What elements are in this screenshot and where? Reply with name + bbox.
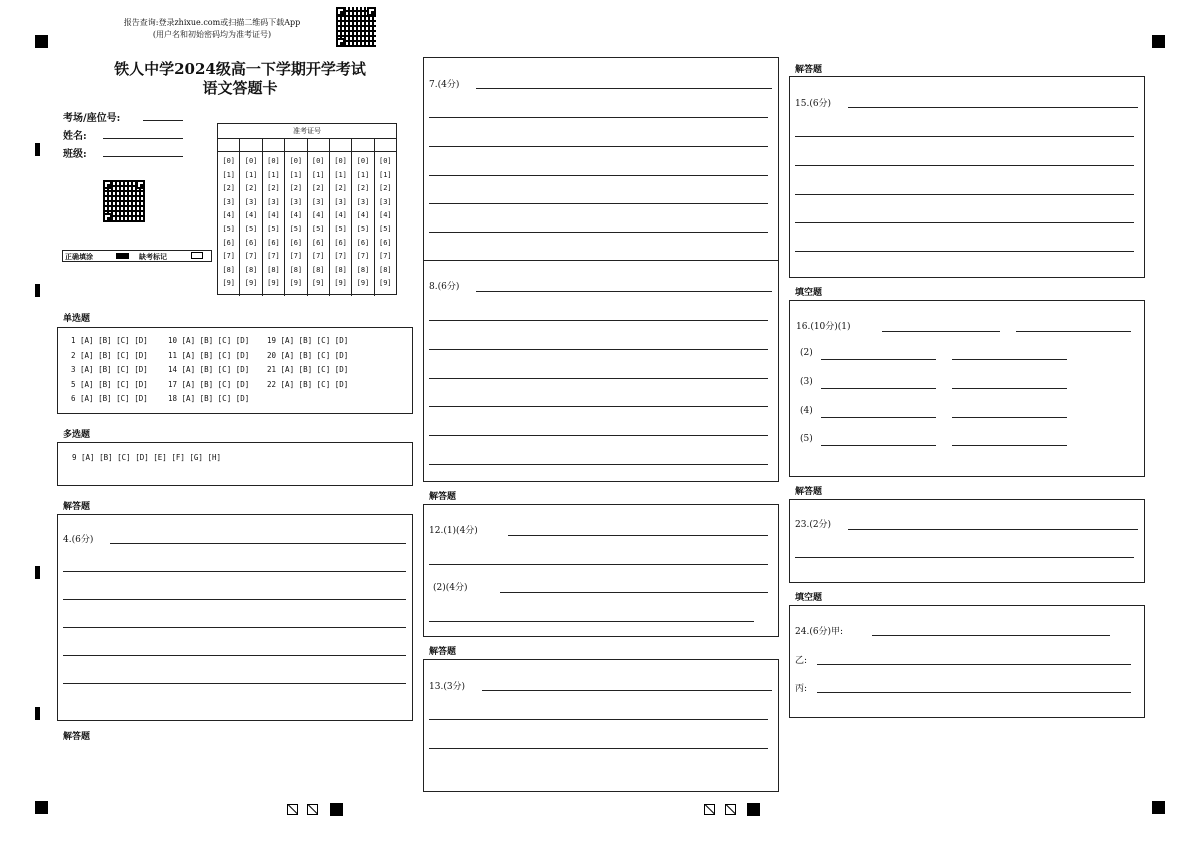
q7-label: 7.(4分) xyxy=(429,80,460,90)
multi-choice-title: 多选题 xyxy=(63,430,91,440)
exam-id-bubble[interactable]: [3] xyxy=(222,197,236,206)
q23-label: 23.(2分) xyxy=(795,520,832,530)
exam-id-column[interactable] xyxy=(375,152,396,296)
choice-options[interactable]: [A] [B] [C] [D] xyxy=(280,365,349,374)
answer-section-title: 解答题 xyxy=(63,732,91,742)
q7-answer-box xyxy=(423,57,779,261)
qr-code-top xyxy=(336,7,376,47)
fill-section-title: 填空题 xyxy=(795,593,823,603)
exam-id-write-cells xyxy=(218,139,396,152)
exam-id-bubble[interactable]: [1] xyxy=(356,170,370,179)
page-mark xyxy=(287,804,298,815)
choice-options[interactable]: [A] [B] [C] [D] xyxy=(80,365,148,374)
blank-line[interactable] xyxy=(1016,331,1131,332)
exam-id-bubble[interactable]: [6] xyxy=(267,238,280,247)
page-mark xyxy=(725,804,736,815)
name-label: 姓名: xyxy=(63,131,87,142)
exam-id-column[interactable] xyxy=(352,152,374,296)
exam-id-bubble[interactable]: [9] xyxy=(244,279,258,288)
question-number: 19 xyxy=(267,336,277,345)
answer-line[interactable] xyxy=(508,535,768,536)
answer-line[interactable] xyxy=(795,136,1134,137)
choice-options[interactable]: [A] [B] [C] [D] xyxy=(80,350,148,360)
exam-id-bubble[interactable]: [4] xyxy=(222,211,236,220)
question-number: 3 xyxy=(71,365,76,374)
q15-label: 15.(6分) xyxy=(795,99,832,109)
question-number: 6 xyxy=(71,394,76,403)
corner-mark-top-left xyxy=(35,35,48,48)
answer-section-title: 解答题 xyxy=(795,487,823,497)
exam-id-bubble[interactable]: [4] xyxy=(334,211,347,220)
exam-id-bubble[interactable]: [3] xyxy=(356,197,370,206)
answer-line[interactable] xyxy=(429,435,768,436)
answer-line[interactable] xyxy=(429,564,768,565)
page-mark-filled xyxy=(747,803,760,816)
exam-id-bubble[interactable]: [3] xyxy=(378,197,392,206)
exam-id-bubble[interactable]: [7] xyxy=(289,252,303,261)
q16-2-label: (2) xyxy=(800,348,813,358)
exam-id-bubble[interactable]: [1] xyxy=(267,170,280,179)
answer-line[interactable] xyxy=(848,107,1138,108)
question-number: 17 xyxy=(168,379,178,389)
exam-id-bubble[interactable]: [8] xyxy=(244,265,258,274)
choice-options[interactable]: [A] [B] [C] [D] xyxy=(80,394,148,403)
exam-id-bubble[interactable]: [8] xyxy=(334,265,347,274)
exam-id-bubble[interactable]: [1] xyxy=(244,170,258,179)
exam-id-bubble[interactable]: [8] xyxy=(356,265,370,274)
single-choice-item[interactable] xyxy=(71,380,148,389)
corner-mark-top-right xyxy=(1152,35,1165,48)
exam-id-bubble[interactable]: [5] xyxy=(356,224,370,233)
exam-id-bubble[interactable]: [2] xyxy=(289,184,303,193)
exam-id-bubble[interactable]: [0] xyxy=(311,157,325,165)
q24-answer-box xyxy=(789,605,1145,718)
exam-id-bubble[interactable]: [6] xyxy=(356,238,370,247)
choice-options[interactable]: [A] [B] [C] [D] xyxy=(280,379,349,389)
answer-line[interactable] xyxy=(795,222,1134,223)
answer-line[interactable] xyxy=(795,194,1134,195)
choice-options[interactable]: [A] [B] [C] [D] xyxy=(181,394,250,403)
exam-id-bubble[interactable]: [1] xyxy=(311,170,325,179)
exam-id-bubble[interactable]: [6] xyxy=(244,238,258,247)
exam-id-bubble[interactable]: [4] xyxy=(244,211,258,220)
q12-part1-label: 12.(1)(4分) xyxy=(429,526,478,536)
exam-id-bubble[interactable]: [0] xyxy=(222,157,236,165)
exam-id-bubble[interactable]: [0] xyxy=(356,157,370,165)
question-number: 2 xyxy=(71,350,76,360)
side-mark xyxy=(35,566,40,579)
q16-label: 16.(10分)(1) xyxy=(796,322,851,332)
q13-answer-box xyxy=(423,659,779,792)
answer-line[interactable] xyxy=(482,690,772,691)
exam-id-bubble[interactable]: [7] xyxy=(267,252,280,261)
question-number: 22 xyxy=(267,379,277,389)
answer-line[interactable] xyxy=(429,719,768,720)
q12-answer-box xyxy=(423,504,779,637)
exam-id-bubble[interactable]: [4] xyxy=(289,211,303,220)
question-number: 18 xyxy=(168,394,178,403)
q8-answer-box xyxy=(423,260,779,482)
single-choice-item[interactable] xyxy=(71,365,148,374)
single-choice-item[interactable] xyxy=(168,336,249,345)
correct-fill-label: 正确填涂 xyxy=(65,252,93,261)
exam-id-bubble[interactable]: [2] xyxy=(378,184,392,193)
exam-id-bubble[interactable]: [9] xyxy=(378,279,392,288)
corner-mark-bottom-left xyxy=(35,801,48,814)
page-mark xyxy=(307,804,318,815)
blank-line[interactable] xyxy=(821,388,936,389)
blank-line[interactable] xyxy=(952,388,1067,389)
answer-line[interactable] xyxy=(795,251,1134,252)
blank-line[interactable] xyxy=(952,359,1067,360)
question-number: 1 xyxy=(71,336,76,345)
answer-line[interactable] xyxy=(63,599,406,600)
exam-id-bubble[interactable]: [2] xyxy=(244,184,258,193)
exam-id-column[interactable] xyxy=(308,152,330,296)
question-number: 10 xyxy=(168,336,178,345)
choice-options[interactable]: [A] [B] [C] [D] xyxy=(181,379,250,389)
exam-id-bubble[interactable]: [5] xyxy=(289,224,303,233)
answer-section-title: 解答题 xyxy=(795,65,823,75)
single-choice-title: 单选题 xyxy=(63,314,91,324)
exam-id-bubble[interactable]: [8] xyxy=(222,265,236,274)
exam-id-bubble[interactable]: [0] xyxy=(378,157,392,165)
single-choice-item[interactable] xyxy=(71,351,148,360)
exam-id-bubble[interactable]: [8] xyxy=(267,265,280,274)
exam-id-bubble[interactable]: [6] xyxy=(334,238,347,247)
absent-mark-label: 缺考标记 xyxy=(139,252,167,261)
blank-line[interactable] xyxy=(821,445,936,446)
exam-id-bubble[interactable]: [0] xyxy=(334,157,347,165)
answer-line[interactable] xyxy=(429,175,768,176)
exam-id-bubble[interactable]: [9] xyxy=(267,279,280,288)
exam-id-bubble[interactable]: [3] xyxy=(334,197,347,206)
single-choice-item[interactable] xyxy=(267,365,348,374)
exam-id-bubble[interactable]: [0] xyxy=(267,157,280,165)
question-number: 21 xyxy=(267,365,277,374)
exam-id-column[interactable] xyxy=(285,152,307,296)
exam-id-bubble[interactable]: [5] xyxy=(378,224,392,233)
exam-id-bubble[interactable]: [4] xyxy=(378,211,392,220)
answer-line[interactable] xyxy=(429,117,768,118)
side-mark xyxy=(35,707,40,720)
exam-id-bubble[interactable]: [5] xyxy=(267,224,280,233)
choice-options[interactable]: [A] [B] [C] [D] xyxy=(80,336,148,345)
exam-id-label: 准考证号 xyxy=(218,124,396,139)
single-choice-item[interactable] xyxy=(168,351,249,360)
q16-answer-box xyxy=(789,300,1145,477)
exam-id-bubble[interactable]: [7] xyxy=(244,252,258,261)
answer-line[interactable] xyxy=(429,621,754,622)
exam-id-bubble[interactable]: [3] xyxy=(267,197,280,206)
side-mark xyxy=(35,143,40,156)
room-seat-label: 考场/座位号: xyxy=(63,113,121,124)
fill-legend xyxy=(62,250,212,262)
multi-choice-box xyxy=(57,442,413,486)
choice-options[interactable]: [A] [B] [C] [D] xyxy=(280,336,349,345)
exam-id-bubble[interactable]: [1] xyxy=(334,170,347,179)
blank-line[interactable] xyxy=(817,692,1131,693)
exam-id-column[interactable] xyxy=(240,152,262,296)
side-mark xyxy=(35,284,40,297)
q4-label: 4.(6分) xyxy=(63,535,94,545)
answer-line[interactable] xyxy=(795,557,1134,558)
answer-line[interactable] xyxy=(429,320,768,321)
exam-id-bubble[interactable]: [2] xyxy=(311,184,325,193)
fill-section-title: 填空题 xyxy=(795,288,823,298)
exam-id-bubble[interactable]: [4] xyxy=(356,211,370,220)
q16-3-label: (3) xyxy=(800,377,813,387)
absent-mark-box[interactable] xyxy=(191,252,203,259)
exam-subtitle: 语文答题卡 xyxy=(202,79,278,97)
q12-part2-label: (2)(4分) xyxy=(433,583,468,593)
page-mark xyxy=(704,804,715,815)
q23-answer-box xyxy=(789,499,1145,583)
exam-id-bubble[interactable]: [1] xyxy=(378,170,392,179)
blank-line[interactable] xyxy=(872,635,1110,636)
answer-line[interactable] xyxy=(429,464,768,465)
choice-options[interactable]: [A] [B] [C] [D] xyxy=(181,336,250,345)
answer-line[interactable] xyxy=(63,655,406,656)
exam-id-bubble[interactable]: [1] xyxy=(289,170,303,179)
q16-5-label: (5) xyxy=(800,434,813,444)
class-label: 班级: xyxy=(63,149,87,160)
answer-section-title: 解答题 xyxy=(63,502,91,512)
exam-id-bubble[interactable]: [4] xyxy=(311,211,325,220)
single-choice-item[interactable] xyxy=(267,380,348,389)
single-choice-item[interactable] xyxy=(267,351,348,360)
single-choice-item[interactable] xyxy=(71,336,148,345)
exam-id-grid xyxy=(217,123,397,295)
report-query-note: (用户名和初始密码均为准考证号) xyxy=(152,30,272,39)
exam-id-bubble[interactable]: [2] xyxy=(356,184,370,193)
room-seat-field[interactable] xyxy=(143,120,183,121)
exam-id-bubble[interactable]: [4] xyxy=(267,211,280,220)
q13-label: 13.(3分) xyxy=(429,682,466,692)
exam-id-column[interactable] xyxy=(263,152,285,296)
exam-id-bubble[interactable]: [9] xyxy=(311,279,325,288)
exam-id-bubble[interactable]: [1] xyxy=(222,170,236,179)
exam-id-bubble[interactable]: [2] xyxy=(267,184,280,193)
answer-line[interactable] xyxy=(429,146,768,147)
blank-line[interactable] xyxy=(952,417,1067,418)
multi-choice-q9[interactable]: 9 [A] [B] [C] [D] [E] [F] [G] [H] xyxy=(72,453,222,462)
blank-line[interactable] xyxy=(882,331,1000,332)
page-mark-filled xyxy=(330,803,343,816)
qr-code-student xyxy=(103,180,145,222)
exam-id-bubble[interactable]: [6] xyxy=(378,238,392,247)
q8-label: 8.(6分) xyxy=(429,282,460,292)
blank-line[interactable] xyxy=(952,445,1067,446)
exam-id-bubble[interactable]: [6] xyxy=(311,238,325,247)
exam-id-bubble[interactable]: [3] xyxy=(289,197,303,206)
single-choice-item[interactable] xyxy=(168,394,249,403)
answer-line[interactable] xyxy=(476,291,772,292)
exam-id-bubble[interactable]: [6] xyxy=(289,238,303,247)
exam-id-bubble[interactable]: [9] xyxy=(334,279,347,288)
exam-id-column[interactable] xyxy=(218,152,240,296)
exam-id-bubble[interactable]: [9] xyxy=(356,279,370,288)
answer-line[interactable] xyxy=(63,683,406,684)
exam-id-bubble[interactable]: [3] xyxy=(244,197,258,206)
answer-section-title: 解答题 xyxy=(429,647,457,657)
answer-line[interactable] xyxy=(63,627,406,628)
q15-answer-box xyxy=(789,76,1145,278)
correct-fill-sample xyxy=(116,253,129,259)
exam-id-bubble[interactable]: [8] xyxy=(378,265,392,274)
exam-id-bubbles[interactable] xyxy=(218,152,396,296)
exam-id-bubble[interactable]: [2] xyxy=(222,184,236,193)
q16-4-label: (4) xyxy=(800,406,813,416)
question-number: 14 xyxy=(168,365,178,374)
single-choice-item[interactable] xyxy=(267,336,348,345)
q24-label: 24.(6分)甲: xyxy=(795,627,844,637)
single-choice-box xyxy=(57,327,413,414)
exam-id-bubble[interactable]: [9] xyxy=(222,279,236,288)
exam-id-bubble[interactable]: [7] xyxy=(222,252,236,261)
answer-line[interactable] xyxy=(110,543,406,544)
answer-line[interactable] xyxy=(795,165,1134,166)
single-choice-item[interactable] xyxy=(71,394,148,403)
single-choice-item[interactable] xyxy=(168,380,249,389)
exam-id-bubble[interactable]: [2] xyxy=(334,184,347,193)
answer-line[interactable] xyxy=(500,592,768,593)
answer-line[interactable] xyxy=(429,406,768,407)
choice-options[interactable]: [A] [B] [C] [D] xyxy=(181,365,250,374)
exam-id-bubble[interactable]: [0] xyxy=(289,157,303,165)
class-field[interactable] xyxy=(103,156,183,157)
exam-id-bubble[interactable]: [6] xyxy=(222,238,236,247)
exam-id-bubble[interactable]: [8] xyxy=(311,265,325,274)
exam-id-bubble[interactable]: [7] xyxy=(356,252,370,261)
q24-bing-label: 丙: xyxy=(795,684,808,694)
answer-line[interactable] xyxy=(848,529,1138,530)
question-number: 20 xyxy=(267,350,277,360)
question-number: 11 xyxy=(168,350,178,360)
exam-id-bubble[interactable]: [3] xyxy=(311,197,325,206)
choice-options[interactable]: [A] [B] [C] [D] xyxy=(80,379,148,389)
exam-id-bubble[interactable]: [7] xyxy=(378,252,392,261)
q24-yi-label: 乙: xyxy=(795,656,808,666)
exam-title: 铁人中学2024级高一下学期开学考试 xyxy=(114,60,366,78)
name-field[interactable] xyxy=(103,138,183,139)
exam-id-bubble[interactable]: [9] xyxy=(289,279,303,288)
answer-section-title: 解答题 xyxy=(429,492,457,502)
answer-line[interactable] xyxy=(63,571,406,572)
answer-line[interactable] xyxy=(429,232,768,233)
exam-id-bubble[interactable]: [5] xyxy=(222,224,236,233)
answer-line[interactable] xyxy=(429,378,768,379)
question-number: 5 xyxy=(71,379,76,389)
choice-options[interactable]: [A] [B] [C] [D] xyxy=(280,350,349,360)
choice-options[interactable]: [A] [B] [C] [D] xyxy=(181,350,250,360)
answer-line[interactable] xyxy=(476,88,772,89)
exam-id-bubble[interactable]: [5] xyxy=(311,224,325,233)
exam-id-bubble[interactable]: [5] xyxy=(244,224,258,233)
blank-line[interactable] xyxy=(817,664,1131,665)
answer-line[interactable] xyxy=(429,349,768,350)
exam-id-bubble[interactable]: [7] xyxy=(334,252,347,261)
exam-id-bubble[interactable]: [8] xyxy=(289,265,303,274)
exam-id-bubble[interactable]: [5] xyxy=(334,224,347,233)
blank-line[interactable] xyxy=(821,359,936,360)
corner-mark-bottom-right xyxy=(1152,801,1165,814)
answer-line[interactable] xyxy=(429,203,768,204)
exam-id-bubble[interactable]: [0] xyxy=(244,157,258,165)
blank-line[interactable] xyxy=(821,417,936,418)
answer-line[interactable] xyxy=(429,748,768,749)
exam-id-column[interactable] xyxy=(330,152,352,296)
single-choice-item[interactable] xyxy=(168,365,249,374)
report-query-line: 报告查询:登录zhixue.com或扫描二维码下载App xyxy=(123,18,301,27)
exam-id-bubble[interactable]: [7] xyxy=(311,252,325,261)
q4-answer-box xyxy=(57,514,413,721)
